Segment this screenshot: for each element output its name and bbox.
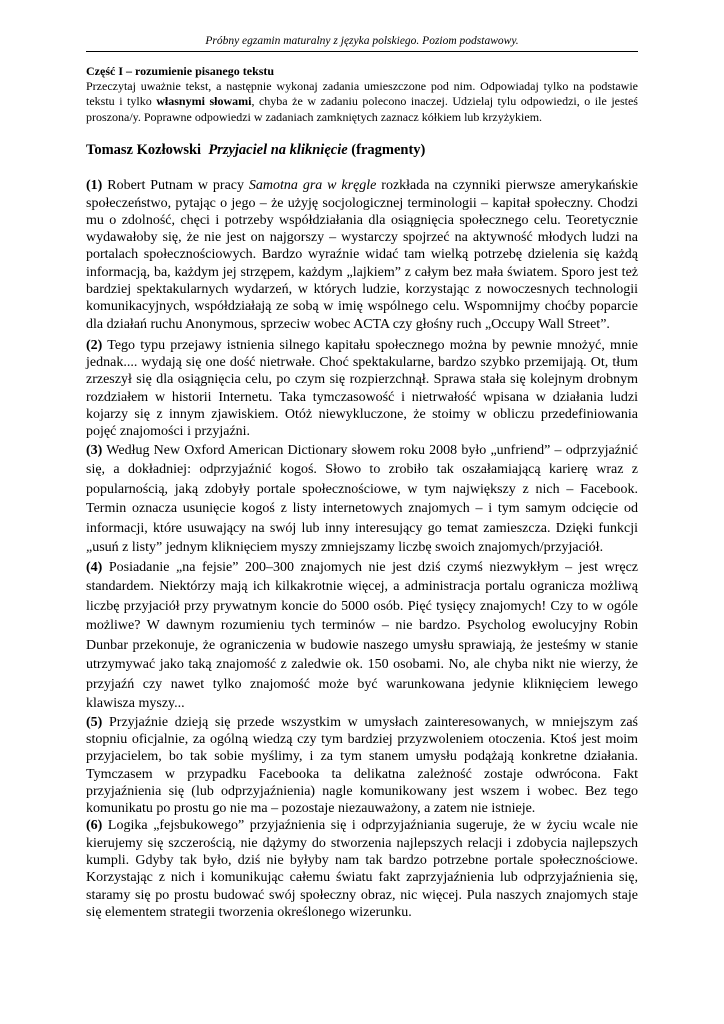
paragraph-number: (1) [86,178,103,194]
paragraph-number: (5) [86,714,103,730]
article-title [86,141,638,159]
article-note: (fragmenty) [351,142,426,159]
header-rule [86,51,638,52]
instructions-text-b: , chyba że w zadaniu polecono inaczej. Udzielaj tylu odpowiedzi, o ile jesteś proszona/y. Poprawne odpowiedzi w zadaniach zamkniętych zaznacz kółkiem lub krzyżykiem. [86,94,638,124]
instructions-bold: własnymi słowami [156,94,252,109]
paragraph-text: Posiadanie „na fejsie” 200–300 znajomych nie jest dziś czymś niezwykłym – jest wręcz standardem. Niektórzy mają ich kilkakrotnie więcej, a administracja portalu ogranicza możliwą liczbę przyjaciół przy prywatnym koncie do 5000 osób. Pięć tysięcy znajomych! Czy to w ogóle możliwe? W dawnym rozumieniu tych terminów – nie bardzo. Psycholog ewolucyjny Robin Dunbar przekonuje, że ograniczenia w budowie naszego umysłu sprawiają, że jesteśmy w stanie utrzymywać jako taką znajomość z zaledwie ok. 150 osobami. No, ale chyba nikt nie wierzy, że przyjaźń czy nawet tylko znajomość może być warunkowana jedynie kliknięciem lewego klawisza myszy... [86,559,638,712]
part-title: Część I – rozumienie pisanego tekstu [86,64,275,78]
paragraph-text: Według New Oxford American Dictionary słowem roku 2008 było „unfriend” – odprzyjaźnić się, a dokładniej: odprzyjaźnić kogoś. Słowo to zrobiło tak oszałamiającą karierę wraz z popularnością, jaką zdobyły portale społecznościowe, w tym największy z nich – Facebook. Termin oznacza usunięcie kogoś z listy internetowych znajomych – i tym samym odcięcie od informacji, które usuwający na swój lub inny interesujący go temat zamieszcza. Dzięki funkcji „usuń z listy” jednym kliknięciem myszy zmniejszamy liczbę swoich znajomych/przyjaciół. [86,442,638,556]
paragraph-text: Przyjaźnie dzieją się przede wszystkim w umysłach zainteresowanych, w mniejszym zaś stopniu oficjalnie, za ogólną wiedzą czy tym bardziej przyzwoleniem otoczenia. Ktoś jest moim przyjacielem, bo tak sobie myślimy, i za tym stanem umysłu podążają konkretne działania. Tymczasem w przypadku Facebooka ta delikatna zależność zostaje odwrócona. Fakt przyjaźnienia się (lub odprzyjaźnienia) nagle komunikowany jest wszem i wobec. Bez tego komunikatu po prostu go nie ma – pozostaje niezauważony, a zatem nie istnieje. [86,714,638,817]
paragraph-text: Robert Putnam w pracy [102,178,249,194]
paragraph-number: (2) [86,337,103,353]
instructions-text-a: Przeczytaj uważnie tekst, a następnie wykonaj zadania umieszczone pod nim. Odpowiadaj tylko na podstawie tekstu i tylko [86,79,638,109]
instructions [86,79,638,125]
running-header: Próbny egzamin maturalny z języka polskiego. Poziom podstawowy. [205,35,519,47]
article-title-text: Przyjaciel na kliknięcie [208,142,348,159]
paragraph-text: Tego typu przejawy istnienia silnego kapitału społecznego można by pewnie mnożyć, mnie jednak.... wydają się one dość nietrwałe. Choć spektakularne, bardzo szybko przemijają. Ot, tłum zrzeszył się dla osiągnięcia celu, po czym się rozpierzchnął. Sprawa stała się kolejnym drobnym rozdziałem w historii Internetu. Taka tymczasowość i nietrwałość wpisana w działania ludzi kojarzy się z innym zjawiskiem. Otóż niewykluczone, że stoimy w obliczu przedefiniowania pojęć znajomości i przyjaźni. [86,337,638,440]
paragraph-text: Logika „fejsbukowego” przyjaźnienia się i odprzyjaźniania sugeruje, że w życiu wcale nie kierujemy się szczerością, nie dążymy do stworzenia najlepszych relacji i zdobycia najlepszych kumpli. Gdyby tak było, dziś nie byłyby nam tak bardzo potrzebne portale społecznościowe. Korzystając z nich i komunikując całemu światu fakt zaprzyjaźnienia lub odprzyjaźnienia się, staramy się po prostu budować swój społeczny obraz, nic więcej. Pula naszych znajomych staje się elementem strategii tworzenia określonego wizerunku. [86,818,638,920]
paragraph-6 [86,817,638,921]
paragraph-text: rozkłada na czynniki pierwsze amerykańskie społeczeństwo, pytając o jego – że użyję socjologicznej terminologii – kapitał społeczny. Chodzi mu o zdolność, chęci i potrzeby współdziałania dla osiągnięcia społecznego celu. Teoretycznie wydawałoby się, że nie jest on najgorszy – wystarczy spojrzeć na aktywność młodych ludzi na portalach społecznościowych. Bardzo wyraźnie widać tam wielką potrzebę dzielenia się każdą informacją, ba, każdym jej strzępem, każdym „lajkiem” z całym bez mała światem. Sporo jest też bardziej spektakularnych wydarzeń, w których ludzie, korzystając z nowoczesnych technologii komunikacyjnych, współdziałają ze sobą w imię wspólnego celu. Wspomnijmy choćby poparcie dla działań ruchu Anonymous, sprzeciw wobec ACTA czy głośny ruch „Occupy Wall Street”. [86,178,638,332]
paragraph-2 [86,337,638,441]
paragraph-number: (6) [86,818,103,834]
article-author: Tomasz Kozłowski [86,142,202,159]
paragraph-number: (3) [86,442,103,458]
paragraph-1 [86,177,638,333]
paragraph-4 [86,558,638,714]
page-content [86,64,638,921]
book-title: Samotna gra w kręgle [248,178,377,194]
paragraph-number: (4) [86,559,103,575]
paragraph-3 [86,441,638,558]
paragraph-5 [86,714,638,818]
